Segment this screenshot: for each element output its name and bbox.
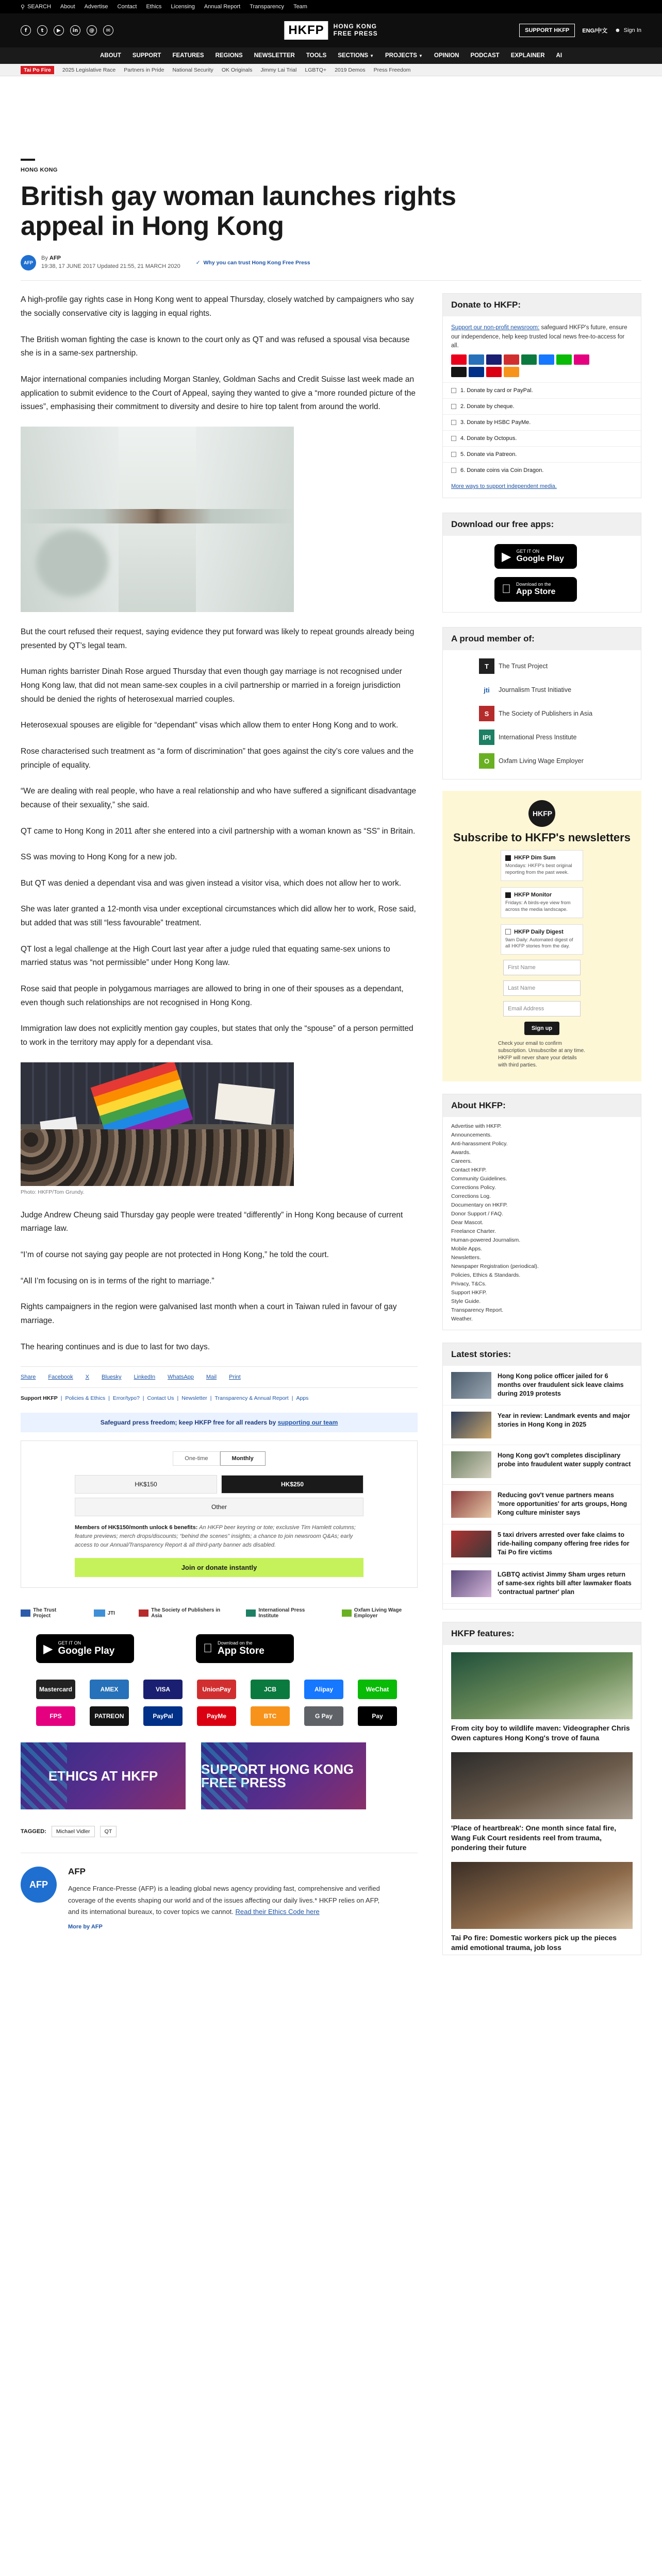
article-paragraph: Human rights barrister Dinah Rose argued Thursday that even though gay marriage is not recognised under Hong Kong law, that did not mean same-sex couples in a civil partnership or married in a foreign jurisdiction should be denied the rights of heterosexual married couples. [21, 667, 402, 704]
tag-link[interactable]: QT [100, 1826, 117, 1837]
logo-wordmark: HONG KONG FREE PRESS [333, 23, 378, 37]
sopa-icon: S [479, 706, 494, 721]
about-link[interactable]: Mobile Apps. [451, 1246, 483, 1252]
trust-project-logo: The Trust Project [21, 1607, 70, 1619]
x-icon[interactable]: t [37, 25, 47, 36]
unionpay-logo[interactable]: UnionPay [197, 1680, 236, 1699]
frequency-toggle [29, 1451, 409, 1466]
share-linkedin[interactable]: LinkedIn [134, 1374, 156, 1381]
about-link[interactable]: Corrections Log. [451, 1193, 491, 1200]
tags-label: TAGGED: [21, 1828, 46, 1835]
fps-logo[interactable]: FPS [36, 1706, 75, 1726]
paypal-icon [469, 367, 484, 377]
about-link[interactable]: Policies, Ethics & Standards. [451, 1272, 521, 1279]
about-link[interactable]: Weather. [451, 1316, 473, 1323]
sidebar-heading: A proud member of: [443, 628, 641, 650]
paypal-logo[interactable]: PayPal [143, 1706, 183, 1726]
about-link[interactable]: Documentary on HKFP. [451, 1202, 508, 1209]
utility-link-licensing[interactable]: Licensing [171, 4, 195, 10]
latest-story[interactable]: Reducing gov't venue partners means 'more opportunities' for arts groups, Hong Kong culture minister says [443, 1485, 641, 1524]
checkbox-checked-icon [505, 892, 511, 898]
search-link[interactable]: ⚲ SEARCH [21, 4, 51, 10]
share-x[interactable]: X [85, 1374, 90, 1381]
threads-icon[interactable]: @ [87, 25, 97, 36]
donate-intro: Support our non-profit newsroom: safeguard HKFP's future, ensure our independence, help keep trusted local news free-to-access for all. [451, 325, 627, 349]
about-link[interactable]: Donor Support / FAQ. [451, 1211, 503, 1217]
error-link[interactable]: Error/typo? [112, 1395, 140, 1402]
nav-tools[interactable]: TOOLS [306, 53, 327, 59]
applepay-logo[interactable]: Pay [358, 1706, 397, 1726]
logo-mark: HKFP [284, 21, 328, 40]
visa-logo[interactable]: VISA [143, 1680, 183, 1699]
feature-thumbnail [451, 1862, 633, 1929]
article-photo-pride [21, 1062, 294, 1186]
main-nav [0, 47, 662, 64]
feature-thumbnail [451, 1652, 633, 1719]
tags-row [21, 1826, 418, 1837]
membership-item[interactable]: IPI International Press Institute [479, 730, 641, 745]
article-paragraph: Rose characterised such treatment as “a form of discrimination” that goes against the city’s core values and the principle of equality. [21, 747, 414, 770]
amount-options [75, 1475, 363, 1516]
membership-item[interactable]: S The Society of Publishers in Asia [479, 706, 641, 721]
freq-one-time[interactable]: One-time [173, 1451, 220, 1466]
newsletter-note: Check your email to confirm subscription. Unsubscribe at any time. HKFP will never share your details with third parties. [498, 1041, 585, 1069]
promo-banners [21, 1742, 418, 1809]
utility-link-advertise[interactable]: Advertise [84, 4, 108, 10]
article-paragraph: SS was moving to Hong Kong for a new job. [21, 853, 177, 862]
donate-widget [21, 1440, 418, 1588]
donate-way[interactable]: 3. Donate by HSBC PayMe. [443, 414, 641, 430]
email-field[interactable]: Email Address [503, 1001, 581, 1016]
article-paragraph: The hearing continues and is due to last for two days. [21, 1342, 210, 1351]
google-play-icon: ▶ [502, 549, 511, 564]
newsletter-option[interactable]: HKFP Dim Sum Mondays: HKFP's best original reporting from the past week. [501, 850, 583, 881]
utility-link-transparency[interactable]: Transparency [250, 4, 285, 10]
share-label[interactable]: Share [21, 1374, 36, 1381]
sidebar-memberships [442, 627, 641, 779]
payme-icon [486, 367, 502, 377]
nav-about[interactable]: ABOUT [100, 53, 121, 59]
utility-link-about[interactable]: About [60, 4, 75, 10]
feature-thumbnail [451, 1752, 633, 1819]
patreon-logo[interactable]: PATREON [90, 1706, 129, 1726]
article-paragraph: “All I’m focusing on is in terms of the right to marriage.” [21, 1276, 214, 1285]
author-link[interactable]: AFP [49, 255, 61, 262]
article-paragraph: Heterosexual spouses are eligible for “dependant” visas which allow them to enter Hong Kong and to work. [21, 721, 399, 730]
checkbox-icon [505, 929, 511, 935]
about-link[interactable]: Style Guide. [451, 1298, 481, 1305]
share-bluesky[interactable]: Bluesky [102, 1374, 122, 1381]
gpay-logo[interactable]: G Pay [304, 1706, 343, 1726]
donate-way[interactable]: 4. Donate by Octopus. [443, 430, 641, 446]
trust-badge-icon: ✓ [195, 260, 201, 266]
author-avatar-large[interactable]: AFP [21, 1867, 57, 1903]
sidebar-latest [442, 1343, 641, 1609]
latest-story[interactable]: Hong Kong police officer jailed for 6 months over fraudulent sick leave claims during 2019 protests [443, 1366, 641, 1405]
about-links [443, 1117, 641, 1324]
byline [21, 255, 641, 281]
support-hkfp-button[interactable]: SUPPORT HKFP [519, 24, 575, 37]
utility-link-ethics[interactable]: Ethics [146, 4, 162, 10]
amount-250[interactable]: HK$250 [221, 1475, 363, 1494]
last-name-field[interactable]: Last Name [503, 980, 581, 996]
story-thumbnail [451, 1412, 491, 1438]
nav-explainer[interactable]: EXPLAINER [510, 53, 545, 59]
nav-support[interactable]: SUPPORT [132, 53, 161, 59]
linkedin-icon[interactable]: in [70, 25, 80, 36]
payme-logo[interactable]: PayMe [197, 1706, 236, 1726]
sidebar-heading: Download our free apps: [443, 513, 641, 536]
about-link[interactable]: Corrections Policy. [451, 1184, 496, 1191]
amount-other[interactable]: Other [75, 1498, 363, 1516]
utility-link-contact[interactable]: Contact [117, 4, 137, 10]
google-play-button[interactable]: ▶ GET IT ON Google Play [36, 1634, 134, 1663]
trending-hot-tag[interactable]: Tai Po Fire [21, 66, 54, 74]
member-benefits: Members of HK$150/month unlock 6 benefits: An HKFP beer keyring or tote; exclusive Tim Hamlett columns; feature previews; merch drops/discounts; “behind the scenes” insights; a chance to join newsroom Q&As; early access to our Annual/Transparency Report & all third-party banner ads disabled. [75, 1524, 356, 1549]
share-facebook[interactable]: Facebook [48, 1374, 73, 1381]
donate-way[interactable]: 6. Donate coins via Coin Dragon. [443, 462, 641, 478]
social-links [21, 25, 113, 36]
unionpay-icon [504, 354, 519, 365]
story-thumbnail [451, 1531, 491, 1557]
fps-icon [574, 354, 589, 365]
ethics-code-link[interactable]: Read their Ethics Code here [235, 1907, 320, 1916]
chevron-down-icon: ▼ [370, 54, 374, 58]
nav-newsletter[interactable]: NEWSLETTER [254, 53, 295, 59]
sidebar-heading: HKFP features: [443, 1622, 641, 1645]
article-paragraph: QT came to Hong Kong in 2011 after she entered into a civil partnership with a woman known as “SS” in Britain. [21, 826, 416, 836]
user-icon: ☻ [615, 27, 621, 33]
trending-link[interactable]: 2025 Legislative Race [62, 66, 116, 73]
article-paragraph: Rose said that people in polygamous marriages are allowed to bring in one of their spouses as a dependant, even though such relationships are not recognised in Hong Kong. [21, 985, 404, 1007]
transparency-link[interactable]: Transparency & Annual Report [214, 1395, 289, 1402]
jcb-logo[interactable]: JCB [251, 1680, 290, 1699]
checkbox-icon [451, 420, 456, 425]
donate-way[interactable]: 2. Donate by cheque. [443, 398, 641, 414]
join-donate-button[interactable]: Join or donate instantly [75, 1558, 363, 1577]
article-paragraph: Immigration law does not explicitly mention gay couples, but states that only the “spouse” of a person permitted to work in the territory may apply for a dependant visa. [21, 1024, 413, 1047]
masthead-actions [519, 24, 641, 37]
membership-item[interactable]: O Oxfam Living Wage Employer [479, 753, 641, 769]
contact-link[interactable]: Contact Us [147, 1395, 174, 1402]
about-link[interactable]: Community Guidelines. [451, 1176, 507, 1182]
freq-monthly[interactable]: Monthly [220, 1451, 266, 1466]
article-category[interactable]: HONG KONG [21, 167, 58, 173]
membership-item[interactable]: T The Trust Project [479, 658, 641, 674]
utility-link-team[interactable]: Team [293, 4, 307, 10]
story-thumbnail [451, 1451, 491, 1478]
article-paragraph: The British woman fighting the case is known to the court only as QT and was refused a spousal visa because she is in a same-sex partnership. [21, 335, 410, 358]
author-box [21, 1853, 418, 1929]
bitcoin-icon [504, 367, 519, 377]
masthead [0, 13, 662, 47]
checkbox-checked-icon [505, 855, 511, 861]
share-mail[interactable]: Mail [206, 1374, 217, 1381]
trending-link[interactable]: National Security [172, 66, 213, 73]
wechat-logo[interactable]: WeChat [358, 1680, 397, 1699]
trending-link[interactable]: Jimmy Lai Trial [260, 66, 297, 73]
share-print[interactable]: Print [229, 1374, 241, 1381]
sign-in-link[interactable]: ☻ Sign In [615, 27, 641, 33]
sidebar-heading: Latest stories: [443, 1343, 641, 1366]
about-link[interactable]: Advertise with HKFP. [451, 1123, 502, 1130]
tag-link[interactable]: Michael Vidler [52, 1826, 95, 1837]
sidebar-donate [442, 293, 641, 498]
checkbox-icon [451, 452, 456, 457]
facebook-icon[interactable]: f [21, 25, 31, 36]
share-row [21, 1366, 418, 1388]
amex-logo[interactable]: AMEX [90, 1680, 129, 1699]
sidebar-apps [442, 513, 641, 613]
utility-bar [0, 0, 662, 13]
author-avatar[interactable]: AFP [21, 255, 36, 270]
bitcoin-logo[interactable]: BTC [251, 1706, 290, 1726]
nav-opinion[interactable]: OPINION [434, 53, 459, 59]
ethics-banner[interactable]: ETHICS AT HKFP [21, 1742, 186, 1809]
publish-date: 19:38, 17 JUNE 2017 [41, 263, 96, 270]
jti-icon: jti [484, 686, 490, 694]
article-paragraph: Major international companies including Morgan Stanley, Goldman Sachs and Credit Suisse last week made an application to submit evidence to the Court of Appeal, saying they wanted to give a “more rounded picture of the issues”, emphasising their commitment to diversity and desire to hire top talent from around the world. [21, 375, 416, 412]
about-link[interactable]: Awards. [451, 1149, 471, 1156]
donate-way[interactable]: 5. Donate via Patreon. [443, 446, 641, 462]
about-link[interactable]: Newspaper Registration (periodical). [451, 1263, 539, 1270]
trending-link[interactable]: Partners in Pride [124, 66, 164, 73]
article-paragraph: She was later granted a 12-month visa under exceptional circumstances which did allow her to work, Rose said, but added that was still “less favourable” treatment. [21, 905, 416, 928]
newsletter-option[interactable]: HKFP Monitor Fridays: A birds-eye view from across the media landscape. [501, 887, 583, 918]
nav-sections[interactable]: SECTIONS ▼ [338, 53, 374, 59]
utility-link-annual-report[interactable]: Annual Report [204, 4, 241, 10]
photo-caption: Photo: HKFP/Tom Grundy. [21, 1189, 85, 1195]
about-link[interactable]: Dear Mascot. [451, 1219, 484, 1226]
patreon-icon [451, 367, 467, 377]
updated-date: Updated 21:55, 21 MARCH 2020 [97, 263, 180, 270]
newsletter-logo: HKFP [528, 800, 555, 827]
trending-link[interactable]: LGBTQ+ [305, 66, 327, 73]
checkbox-icon [451, 468, 456, 473]
oxfam-icon: O [479, 753, 494, 769]
trust-link[interactable]: ✓ Why you can trust Hong Kong Free Press [195, 260, 310, 266]
oxfam-logo: Oxfam Living Wage Employer [342, 1607, 418, 1619]
nav-projects[interactable]: PROJECTS ▼ [385, 53, 423, 59]
mastercard-icon [451, 354, 467, 365]
google-play-icon: ▶ [43, 1641, 53, 1656]
amount-150[interactable]: HK$150 [75, 1475, 217, 1494]
trending-bar [0, 64, 662, 76]
sidebar-heading: About HKFP: [443, 1094, 641, 1117]
membership-item[interactable]: jti Journalism Trust Initiative [479, 682, 641, 698]
app-store-button[interactable]: Download on the App Store [196, 1634, 294, 1663]
latest-story[interactable]: 5 taxi drivers arrested over fake claims to ride-hailing company offering free rides for Tai Po fire victims [443, 1524, 641, 1564]
apple-icon [502, 582, 511, 597]
author-name[interactable]: AFP [68, 1867, 86, 1877]
trending-link[interactable]: OK Originals [221, 66, 253, 73]
sidebar [442, 293, 641, 1955]
support-banner[interactable]: SUPPORT HONG KONG FREE PRESS [201, 1742, 366, 1809]
first-name-field[interactable]: First Name [503, 960, 581, 975]
sopa-logo: The Society of Publishers in Asia [139, 1607, 222, 1619]
apple-icon [203, 1641, 212, 1656]
latest-story[interactable]: Year in review: Landmark events and major stories in Hong Kong in 2025 [443, 1405, 641, 1445]
checkbox-icon [451, 436, 456, 441]
nav-podcast[interactable]: PODCAST [470, 53, 500, 59]
story-thumbnail [451, 1570, 491, 1597]
article-paragraph: A high-profile gay rights case in Hong Kong went to appeal Thursday, closely watched by campaigners who say the socially conservative city is lagging in equal rights. [21, 295, 414, 318]
ipi-icon: IPI [479, 730, 494, 745]
share-whatsapp[interactable]: WhatsApp [168, 1374, 194, 1381]
about-link[interactable]: Human-powered Journalism. [451, 1237, 521, 1244]
article-paragraph: “I’m of course not saying gay people are not protected in Hong Kong,” he told the court. [21, 1250, 329, 1260]
newsletter-option[interactable]: HKFP Daily Digest 9am Daily: Automated digest of all HKFP stories from the day. [501, 924, 583, 955]
article-paragraph: QT lost a legal challenge at the High Court last year after a judge ruled that equating same-sex unions to married status was “not permissible” under Hong Kong law. [21, 944, 390, 968]
sidebar-heading: Donate to HKFP: [443, 294, 641, 316]
newsletter-signup-button[interactable]: Sign up [524, 1022, 559, 1035]
nav-features[interactable]: FEATURES [172, 53, 204, 59]
visa-icon [486, 354, 502, 365]
mastercard-logo[interactable]: Mastercard [36, 1680, 75, 1699]
article-paragraph: “We are dealing with real people, who have a real relationship and who have suffered a significant disadvantage because of their sexuality,” she said. [21, 787, 417, 809]
jcb-icon [521, 354, 537, 365]
article-body [21, 293, 418, 1955]
about-link[interactable]: Newsletters. [451, 1255, 481, 1261]
latest-story[interactable]: Hong Kong gov't completes disciplinary probe into fraudulent water supply contract [443, 1445, 641, 1485]
youtube-icon[interactable]: ▶ [54, 25, 64, 36]
byline-text: By AFP 19:38, 17 JUNE 2017 Updated 21:55, 21 MARCH 2020 [41, 255, 180, 270]
about-link[interactable]: Contact HKFP. [451, 1167, 487, 1174]
google-play-button[interactable]: ▶ GET IT ON Google Play [494, 544, 577, 569]
article-paragraph: But QT was denied a dependant visa and was given instead a visitor visa, which does not allow her to work. [21, 878, 402, 888]
donate-way[interactable]: 1. Donate by card or PayPal. [443, 382, 641, 398]
app-store-row [21, 1634, 418, 1663]
trending-link[interactable]: Press Freedom [373, 66, 411, 73]
category-rule [21, 159, 35, 161]
about-link[interactable]: Careers. [451, 1158, 472, 1165]
more-by-author-link[interactable]: More by AFP [68, 1923, 103, 1930]
email-icon[interactable]: ✉ [103, 25, 113, 36]
policies-link[interactable]: Policies & Ethics [65, 1395, 106, 1402]
article-paragraph: Judge Andrew Cheung said Thursday gay people were treated “differently” in Hong Kong because of current marriage law. [21, 1210, 403, 1233]
feature-story[interactable]: From city boy to wildlife maven: Videographer Chris Owen captures Hong Kong's trove of fauna [443, 1645, 641, 1745]
amex-icon [469, 354, 484, 365]
jti-logo: JTI [94, 1609, 115, 1617]
sidebar-about [442, 1094, 641, 1330]
about-link[interactable]: Transparency Report. [451, 1307, 504, 1314]
article-paragraph: But the court refused their request, saying evidence they put forward was likely to repeat grounds already being presented by QT’s legal team. [21, 627, 415, 650]
about-link[interactable]: Freelance Charter. [451, 1228, 496, 1235]
newsletter-signup [442, 791, 641, 1081]
story-thumbnail [451, 1491, 491, 1518]
site-logo[interactable] [284, 21, 377, 40]
trust-project-icon: T [479, 658, 494, 674]
author-bio: Agence France-Presse (AFP) is a leading global news agency providing fast, comprehensive and verified coverage of the events shaping our world and of the issues affecting our daily lives.* HKFP relies on AFP, and its international bureaux, to cover topics we cannot. Read their Ethics Code here [68, 1885, 380, 1916]
language-switch[interactable]: ENG/中文 [582, 28, 608, 34]
more-ways-link[interactable]: More ways to support independent media. [451, 483, 557, 490]
nonprofit-link[interactable]: Support our non-profit newsroom: [451, 325, 540, 331]
about-link[interactable]: Anti-harassment Policy. [451, 1141, 508, 1147]
wechat-icon [556, 354, 572, 365]
chevron-down-icon: ▼ [418, 54, 423, 58]
search-icon: ⚲ [21, 4, 25, 10]
content-columns [21, 293, 641, 1955]
checkbox-icon [451, 404, 456, 409]
page-content [21, 76, 641, 1955]
nav-ai[interactable]: AI [556, 53, 562, 59]
ad-space [21, 76, 641, 159]
support-links: Support HKFP | Policies & Ethics | Error/typo? | Contact Us | Newsletter | Transparency & Annual Report | Apps [21, 1395, 309, 1402]
latest-story[interactable]: LGBTQ activist Jimmy Sham urges return of same-sex rights bill after lawmaker floats 'contractual partner' plan [443, 1564, 641, 1604]
article-headline: British gay woman launches rights appeal in Hong Kong [21, 181, 456, 242]
nav-regions[interactable]: REGIONS [215, 53, 243, 59]
feature-story[interactable]: Tai Po fire: Domestic workers pick up the pieces amid emotional trauma, job loss [443, 1855, 641, 1955]
checkbox-icon [451, 388, 456, 393]
about-link[interactable]: Support HKFP. [451, 1290, 487, 1296]
payment-methods [21, 1680, 418, 1726]
apps-link[interactable]: Apps [296, 1395, 309, 1402]
support-links-lead[interactable]: Support HKFP [21, 1395, 58, 1402]
member-logo-strip [21, 1607, 418, 1619]
about-link[interactable]: Announcements. [451, 1132, 492, 1139]
sidebar-features [442, 1622, 641, 1955]
feature-story[interactable]: 'Place of heartbreak': One month since fatal fire, Wang Fuk Court residents reel from trauma, pondering their future [443, 1745, 641, 1855]
card-logos [443, 354, 598, 382]
article-paragraph: Rights campaigners in the region were galvanised last month when a court in Taiwan ruled in favour of gay marriage. [21, 1302, 397, 1325]
about-link[interactable]: Privacy, T&Cs. [451, 1281, 487, 1287]
newsletter-title: Subscribe to HKFP's newsletters [453, 831, 631, 844]
article-photo [21, 427, 294, 612]
story-thumbnail [451, 1372, 491, 1399]
ipi-logo: International Press Institute [246, 1607, 318, 1619]
safeguard-banner: Safeguard press freedom; keep HKFP free for all readers by supporting our team [21, 1413, 418, 1432]
support-team-link[interactable]: supporting our team [277, 1419, 338, 1427]
alipay-icon [539, 354, 554, 365]
trending-link[interactable]: 2019 Demos [335, 66, 366, 73]
alipay-logo[interactable]: Alipay [304, 1680, 343, 1699]
app-store-button[interactable]: Download on the App Store [494, 577, 577, 602]
newsletter-link[interactable]: Newsletter [181, 1395, 207, 1402]
